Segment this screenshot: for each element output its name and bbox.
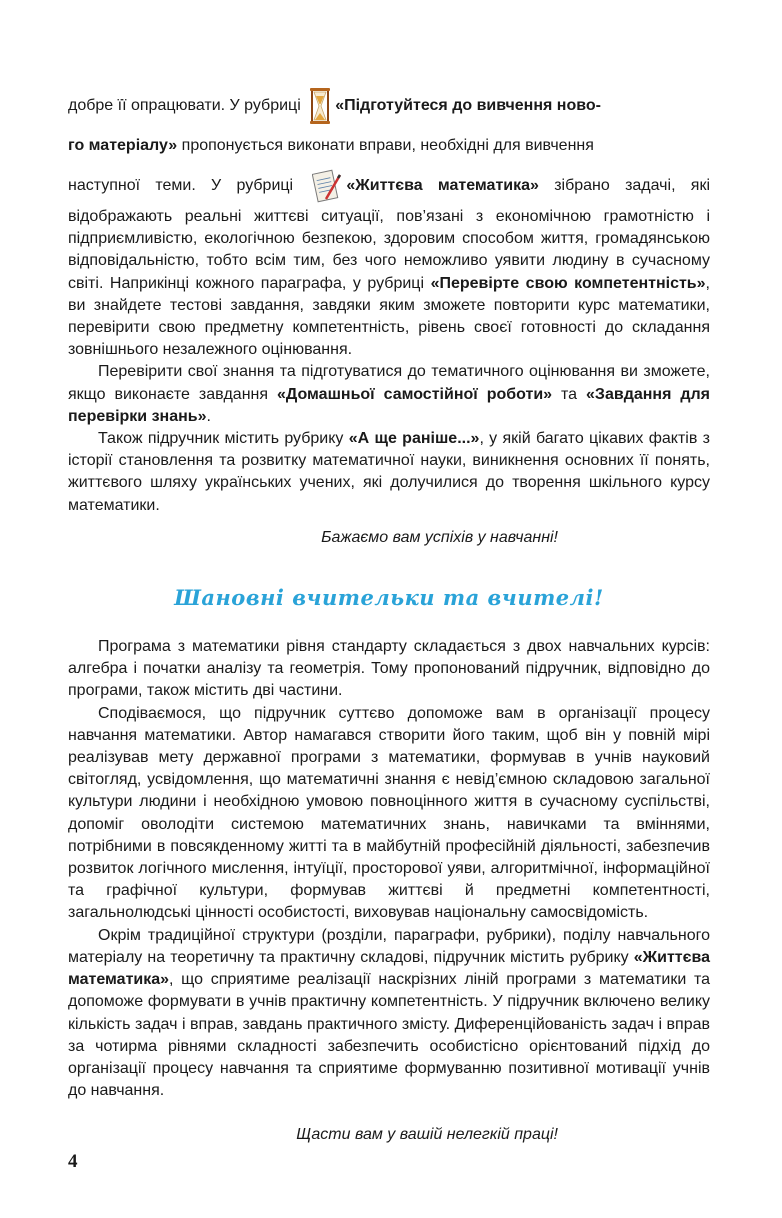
paragraph-history: [68, 428, 710, 517]
rubric-homework: «Домашньої самостійної роботи»: [276, 385, 553, 403]
text: .: [206, 407, 211, 425]
text: та: [552, 385, 587, 403]
text: Перевірити свої знання та підготуватися до тематичного оцінювання ви зможете, якщо виконаєте завдання: [68, 363, 710, 403]
rubric-life-math: «Життєва математика»: [346, 177, 539, 194]
paragraph-intro: [68, 86, 710, 361]
paragraph-structure: [68, 925, 710, 1103]
paragraph-goals: Сподіваємося, що підручник суттєво допоможе вам в організації процесу навчання математики. Автор намагався створити його таким, щоб він у повній мірі реалізував мету державної програми з математики, формував в учнів науковий світогляд, усвідомлення, що математичні знання є невід’ємною складовою загальної культури людини і необхідною умовою повноцінного життя в сучасному суспільстві, допоміг оволодіти системою математичних знань, навичками та вміннями, потрібними в повсякденному житті та в майбутній професійній діяльності, забезпечив розвиток логічного мислення, інтуїції, просторової уяви, алгоритмічної, інформаційної та графічної культури, формував життєві й предметні компетентності, загальнолюдські цінності особистості, виховував національну самосвідомість.: [68, 704, 710, 922]
rubric-earlier: «А ще раніше...»: [348, 430, 480, 448]
paragraph-assessment: [68, 361, 710, 428]
page-content: [68, 86, 710, 1147]
text: Окрім традиційної структури (розділи, параграфи, рубрики), поділу навчального матеріалу на теоретичну та практичну складові, підручник містить рубрику: [68, 926, 710, 966]
wish-students: Бажаємо вам успіхів у навчанні!: [321, 528, 558, 546]
text: , у якій багато цікавих фактів з історії становлення та розвитку математичної науки, виникнення основних її понять, життєвого шляху українських учених, які долучилися до творення шкільного курсу математики.: [68, 430, 711, 514]
text: , що сприятиме реалізації наскрізних ліній програми з математики та допоможе формувати в учнів практичну компетентність. У підручник включено велику кількість задач і вправ, завдань практичного змісту. Диференційованість задач і вправ за чотирма рівнями складності забезпечить особистісно орієнтований підхід до організації процесу навчання та сприятиме формуванню позитивної мотивації учнів до навчання.: [68, 971, 710, 1100]
text: , ви знайдете тестові завдання, завдяки яким зможете повторити курс математики, перевірити свою предметну компетентність, рівень своєї готовності до складання зовнішнього незалежного оцінювання.: [68, 274, 710, 359]
text: пропонується виконати вправи, необхідні для вивчення: [177, 137, 594, 154]
notepad-icon: [312, 169, 342, 203]
text: наступної теми. У рубриці: [68, 177, 309, 194]
text: зібрано задачі, які відображають реальні життєві ситуації, пов’язані з економічною грамотністю і підприємливістю, екологічною безпекою, здоровим способом життя, громадянською відповідальністю, тобто всім тим, без чого неможливо уявити людину в сучасному світі. Наприкінці кожного параграфа, у рубриці: [68, 177, 711, 292]
hourglass-icon: [309, 88, 331, 124]
text: добре її опрацювати. У рубриці: [68, 97, 306, 114]
wish-teachers: Щасти вам у вашій нелегкій праці!: [296, 1126, 558, 1144]
text: Також підручник містить рубрику: [98, 430, 349, 448]
rubric-competence: «Перевірте свою компетентність»: [430, 274, 706, 292]
rubric-life-math-2: «Життєва математика»: [68, 948, 710, 989]
paragraph-program: Програма з математики рівня стандарту складається з двох навчальних курсів: алгебра і початки аналізу та геометрія. Тому пропонований підручник, відповідно до програми, також містить дві частини.: [68, 638, 710, 700]
rubric-prepare: «Підготуйтеся до вивчення ново-: [335, 97, 601, 114]
rubric-knowledge-check: «Завдання для перевірки знань»: [68, 385, 711, 425]
rubric-prepare-cont: го матеріалу»: [68, 137, 178, 154]
page-number: 4: [68, 1151, 78, 1172]
section-heading: Шановні вчительки та вчителі!: [174, 585, 604, 611]
